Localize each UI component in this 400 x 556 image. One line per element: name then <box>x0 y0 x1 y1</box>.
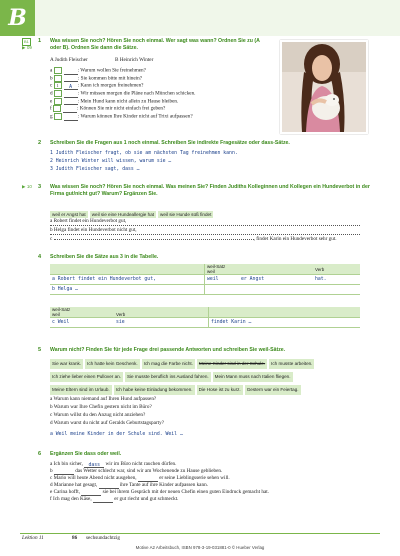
question: c Warum willst du den Anzug nicht anziehen? <box>50 412 146 418</box>
phrase-chip: Ich musste arbeiten. <box>269 359 314 369</box>
item-list <box>50 67 280 121</box>
page-number-word: sechsundachtzig <box>86 535 120 541</box>
answer-line: c , findet Karin ein Hundeverbot sehr gut. <box>50 236 337 242</box>
phrase-chip: weil er Angst hat <box>52 212 86 217</box>
section-marker: B1 <box>24 39 29 44</box>
phrase-chip: Ich ziehe lieber einen Pullover an. <box>50 372 123 382</box>
phrase-chip: Meine Eltern sind im Urlaub. <box>50 385 112 395</box>
sentence-table: weil-Satz weil Verb a Robert findet ein Hundeverbot gut, weil er Angst hat. b Helga … <box>50 264 360 295</box>
fill-in-line: a Ich bin sicher, dass wir im Büro nicht rauchen dürfen. <box>50 461 177 468</box>
phrase-chip: Sie war krank. <box>50 359 83 369</box>
list-item: g : Warum können Ihre Kinder nicht auf Trixi aufpassen? <box>50 113 193 120</box>
handwritten-answer: 2 Heinrich Winter will wissen, warum sie … <box>50 159 172 164</box>
copyright-line: Motive A2 Arbeitsbuch, ISBN 978-3-19-031881-0 © Hueber Verlag <box>135 545 265 550</box>
list-item: a : Warum wollen Sie freinehmen? <box>50 67 146 74</box>
question: d Warum warst du nicht auf Geralds Geburtstagsparty? <box>50 420 165 426</box>
order-box[interactable] <box>54 90 62 97</box>
question: a Warum kann niemand auf Ihren Hund aufpassen? <box>50 396 157 402</box>
phrase-chip: Sie musste beruflich ins Ausland fahren. <box>125 372 211 382</box>
audio-track-icon: ▶ 09 <box>22 45 32 50</box>
sentence-table-2: weil-Satz weil Verb c Weil sie findet Karin … <box>50 307 360 328</box>
answer-line: b Helga findet ein Hundeverbot nicht gut, <box>50 227 360 235</box>
list-item: e : Mein Hund kann nicht allein zu Hause bleiben. <box>50 98 179 105</box>
section-tab: B <box>0 0 35 36</box>
answer-blank[interactable]: A <box>64 84 78 90</box>
audio-track-icon: ▶ 10 <box>22 184 32 189</box>
order-box[interactable] <box>53 105 61 112</box>
phrase-chip: Ich habe keine Einladung bekommen. <box>114 385 195 395</box>
phrase-chip: Ich hatte kein Geschenk. <box>85 359 140 369</box>
order-box[interactable] <box>54 75 62 82</box>
question: b Warum war Ihre Chefin gestern nicht im Büro? <box>50 404 152 410</box>
exercise-prompt: Ergänzen Sie dass oder weil. <box>50 451 122 457</box>
phrase-chips <box>50 357 340 396</box>
phrase-chip: Ich mag die Farbe nicht. <box>142 359 195 369</box>
option-a: A Judith Fleischer <box>50 57 88 63</box>
answer-line: a Robert findet ein Hundeverbot gut, <box>50 218 360 226</box>
answer-blank[interactable] <box>64 69 78 75</box>
fill-in-line: e Carina hofft, sie bei ihrem Gespräch mit der neuen Chefin einen guten Eindruck gemacht hat. <box>50 489 269 495</box>
answer-blank[interactable]: dass <box>84 462 104 468</box>
order-box[interactable] <box>54 113 62 120</box>
exercise-prompt: Schreiben Sie die Fragen aus 1 noch einmal. Schreiben Sie indirekte Fragesätze oder dass-Sätze. <box>50 140 290 146</box>
handwritten-answer: a Weil meine Kinder in der Schule sind. Weil … <box>50 432 183 437</box>
answer-blank[interactable] <box>64 92 78 98</box>
lesson-label: Lektion 11 <box>22 535 44 541</box>
exercise-number: 6 <box>38 451 42 457</box>
exercise-prompt: Warum nicht? Finden Sie für jede Frage drei passende Antworten und schreiben Sie weil-Sätze. <box>50 347 286 353</box>
phrase-chip: Gestern war ein Feiertag. <box>245 385 301 395</box>
order-box[interactable] <box>54 67 62 74</box>
phrase-chip: Mein Mann muss nach Italien fliegen. <box>213 372 293 382</box>
header-band <box>0 0 400 36</box>
option-b: B Heinrich Winter <box>115 57 154 63</box>
phrase-chip: weil sie Hunde süß findet <box>160 212 212 217</box>
list-item: c 1 A : Kann ich morgen freinehmen? <box>50 83 144 91</box>
phrase-chip: Meine Kinder sind in der Schule. <box>197 359 267 369</box>
answer-blank[interactable] <box>93 497 113 503</box>
exercise-prompt: Was wissen Sie noch? Hören Sie noch einmal. Was meinen Sie? Finden Judiths Kolleginnen und Kollegen ein Hundeverbot in der Firma gut/nicht gut? Warum? Ergänzen Sie. <box>50 184 370 197</box>
phrase-chip: Die Hose ist zu kurz. <box>197 385 243 395</box>
list-item: d : Wir müssen morgen die Pläne nach München schicken. <box>50 90 196 97</box>
answer-blank[interactable] <box>64 115 78 121</box>
fill-in-line: c Mario will heute Abend nicht ausgehen, er seine Lieblingsserie sehen will. <box>50 475 230 481</box>
fill-in-line: f Ich mag den Käse, er gut riecht und gut schmeckt. <box>50 496 179 502</box>
fill-in-line: b das Wetter schlecht war, sind wir am Wochenende zu Hause geblieben. <box>50 468 223 474</box>
fill-in-line: d Marianne hat gesagt, ihre Tante auf ihre Kinder aufpassen kann. <box>50 482 208 488</box>
exercise-prompt: Schreiben Sie die Sätze aus 3 in die Tabelle. <box>50 254 159 260</box>
handwritten-answer: 3 Judith Fleischer sagt, dass … <box>50 167 140 172</box>
exercise-number: 2 <box>38 140 42 146</box>
order-box[interactable]: 1 <box>54 82 62 89</box>
list-item: b : Sie kommen bitte mit hinein? <box>50 75 143 82</box>
exercise-number: 1 <box>38 38 42 44</box>
exercise-prompt: Was wissen Sie noch? Hören Sie noch einmal. Wer sagt was wann? Ordnen Sie zu (A oder B). Ordnen Sie dann die Sätze. <box>50 38 260 51</box>
fill-in-list <box>50 461 370 503</box>
page-number: 86 <box>72 535 78 541</box>
exercise-number: 4 <box>38 254 42 260</box>
handwritten-answer: 1 Judith Fleischer fragt, ob sie am nächsten Tag freinehmen kann. <box>50 151 238 156</box>
footer-rule <box>20 533 380 534</box>
order-box[interactable] <box>54 98 62 105</box>
phrase-chip: weil sie eine Hundeallergie hat <box>91 212 155 217</box>
exercise-number: 5 <box>38 347 42 353</box>
photo-woman-with-dog <box>280 40 368 134</box>
list-item: f : Können Sie mir nicht einfach frei geben? <box>50 106 166 113</box>
exercise-number: 3 <box>38 184 42 190</box>
